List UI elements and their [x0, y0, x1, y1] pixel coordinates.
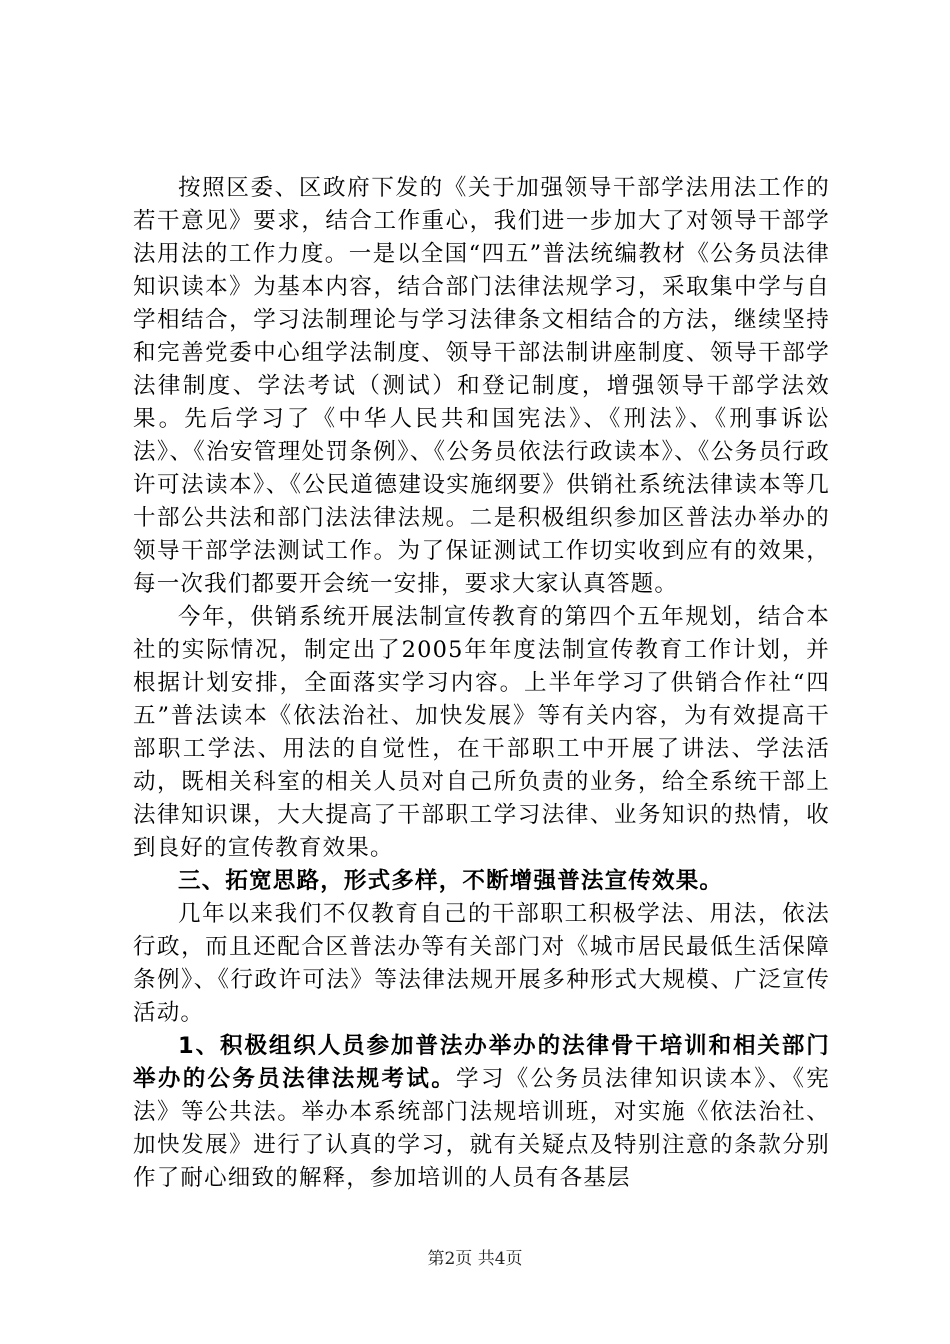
- page-footer: 第2页 共4页: [427, 1249, 523, 1269]
- list-item-1: [133, 1030, 830, 1195]
- paragraph-publicity: 几年以来我们不仅教育自己的干部职工积极学法、用法，依法行政，而且还配合区普法办等有关部门对《城市居民最低生活保障条例》、《行政许可法》等法律法规开展多种形式大规模、广泛宣传活动。: [133, 901, 830, 1026]
- list-item-1-body: 学习《公务员法律知识读本》、《宪法》等公共法。举办本系统部门法规培训班，对实施《依法治社、加快发展》进行了认真的学习，就有关疑点及特别注意的条款分别作了耐心细致的解释，参加培训的人员有各基层: [133, 1066, 830, 1191]
- section-heading-3: 三、拓宽思路，形式多样，不断增强普法宣传效果。: [178, 868, 724, 894]
- list-item-1-lead: 1、积极组织人员参加普法办举办的法律骨干培训和相关部门举办的公务员法律法规考试。: [133, 1033, 830, 1092]
- paragraph-annual-plan: 今年，供销系统开展法制宣传教育的第四个五年规划，结合本社的实际情况，制定出了2005年年度法制宣传教育工作计划，并根据计划安排，全面落实学习内容。上半年学习了供销合作社“四五”普法读本《依法治社、加快发展》等有关内容，为有效提高干部职工学法、用法的自觉性，在干部职工中开展了讲法、学法活动，既相关科室的相关人员对自己所负责的业务，给全系统干部上法律知识课，大大提高了干部职工学习法律、业务知识的热情，收到良好的宣传教育效果。: [133, 604, 830, 861]
- document-body: [133, 172, 830, 1195]
- paragraph-leader-law-study: 按照区委、区政府下发的《关于加强领导干部学法用法工作的若干意见》要求，结合工作重心，我们进一步加大了对领导干部学法用法的工作力度。一是以全国“四五”普法统编教材《公务员法律知识读本》为基本内容，结合部门法律法规学习，采取集中学与自学相结合，学习法制理论与学习法律条文相结合的方法，继续坚持和完善党委中心组学法制度、领导干部法制讲座制度、领导干部学法律制度、学法考试（测试）和登记制度，增强领导干部学法效果。先后学习了《中华人民共和国宪法》、《刑法》、《刑事诉讼法》、《治安管理处罚条例》、《公务员依法行政读本》、《公务员行政许可法读本》、《公民道德建设实施纲要》供销社系统法律读本等几十部公共法和部门法法律法规。二是积极组织参加区普法办举办的领导干部学法测试工作。为了保证测试工作切实收到应有的效果，每一次我们都要开会统一安排，要求大家认真答题。: [133, 175, 830, 597]
